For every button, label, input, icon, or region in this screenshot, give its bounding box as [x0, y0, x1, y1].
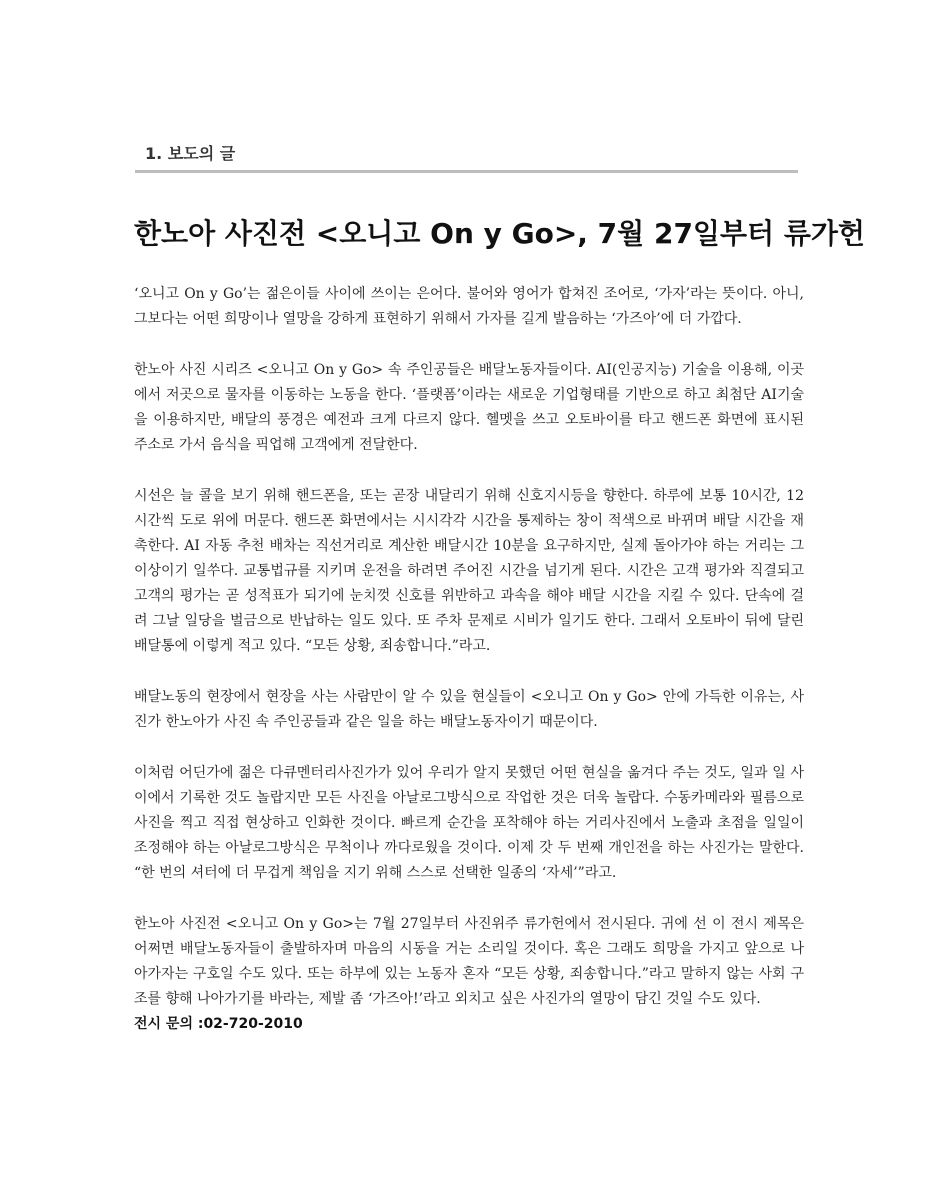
paragraph-exhibition: 한노아 사진전 <오니고 On y Go>는 7월 27일부터 사진위주 류가헌에서 전시된다. 귀에 선 이 전시 제목은 어쩌면 배달노동자들이 출발하자며 마음의 시동을 거는 소리일 것이다. 혹은 그래도 희망을 가지고 앞으로 나아가자는 구호일 수도 있다. 또는 하부에 있는 노동자 혼자 “모든 상황, 죄송합니다.”라고 말하지 않는 사회 구조를 향해 나아가기를 바라는, 제발 좀 ‘가즈아!’라고 외치고 싶은 사진가의 열망이 담긴 것일 수도 있다.: [134, 916, 804, 1007]
section-divider: [135, 170, 798, 173]
section-title: 1. 보도의 글: [145, 144, 236, 163]
paragraph-subjects: 한노아 사진 시리즈 <오니고 On y Go> 속 주인공들은 배달노동자들이다. AI(인공지능) 기술을 이용해, 이곳에서 저곳으로 물자를 이동하는 노동을 한다. ‘플랫폼’이라는 새로운 기업형태를 기반으로 하고 최첨단 AI기술을 이용하지만, 배달의 풍경은 예전과 크게 다르지 않다. 헬멧을 쓰고 오토바이를 타고 핸드폰 화면에 표시된 주소로 가서 음식을 픽업해 고객에게 전달한다.: [134, 362, 804, 453]
paragraph-photographer: 배달노동의 현장에서 현장을 사는 사람만이 알 수 있을 현실들이 <오니고 On y Go> 안에 가득한 이유는, 사진가 한노아가 사진 속 주인공들과 같은 일을 하는 배달노동자이기 때문이다.: [134, 689, 804, 730]
section-header: [135, 144, 798, 173]
paragraph-work-conditions: 시선은 늘 콜을 보기 위해 핸드폰을, 또는 곧장 내달리기 위해 신호지시등을 향한다. 하루에 보통 10시간, 12시간씩 도로 위에 머문다. 핸드폰 화면에서는 시시각각 시간을 통제하는 창이 적색으로 바뀌며 배달 시간을 재촉한다. AI 자동 추천 배차는 직선거리로 계산한 배달시간 10분을 요구하지만, 실제 돌아가야 하는 거리는 그 이상이기 일쑤다. 교통법규를 지키며 운전을 하려면 주어진 시간을 넘기게 된다. 시간은 고객 평가와 직결되고 고객의 평가는 곧 성적표가 되기에 눈치껏 신호를 위반하고 과속을 해야 배달 시간을 지킬 수 있다. 단속에 걸려 그날 일당을 벌금으로 반납하는 일도 있다. 또 주차 문제로 시비가 일기도 한다. 그래서 오토바이 뒤에 달린 배달통에 이렇게 적고 있다. “모든 상황, 죄송합니다.”라고.: [134, 488, 804, 654]
press-body: [134, 282, 804, 1036]
paragraph-analog-process: 이처럼 어딘가에 젊은 다큐멘터리사진가가 있어 우리가 알지 못했던 어떤 현실을 옮겨다 주는 것도, 일과 일 사이에서 기록한 것도 놀랍지만 모든 사진을 아날로그방식으로 작업한 것은 더욱 놀랍다. 수동카메라와 필름으로 사진을 찍고 직접 현상하고 인화한 것이다. 빠르게 순간을 포착해야 하는 거리사진에서 노출과 초점을 일일이 조정해야 하는 아날로그방식은 무척이나 까다로웠을 것이다. 이제 갓 두 번째 개인전을 하는 사진가는 말한다. “한 번의 셔터에 더 무겁게 책임을 지기 위해 스스로 선택한 일종의 ‘자세’”라고.: [134, 765, 804, 881]
paragraph-intro: ‘오니고 On y Go’는 젊은이들 사이에 쓰이는 은어다. 불어와 영어가 합쳐진 조어로, ‘가자’라는 뜻이다. 아니, 그보다는 어떤 희망이나 열망을 강하게 표현하기 위해서 가자를 길게 발음하는 ‘가즈아’에 더 가깝다.: [134, 286, 804, 327]
press-headline: 한노아 사진전 <오니고 On y Go>, 7월 27일부터 류가헌: [134, 217, 865, 250]
exhibition-contact: 전시 문의 :02-720-2010: [134, 1016, 303, 1032]
